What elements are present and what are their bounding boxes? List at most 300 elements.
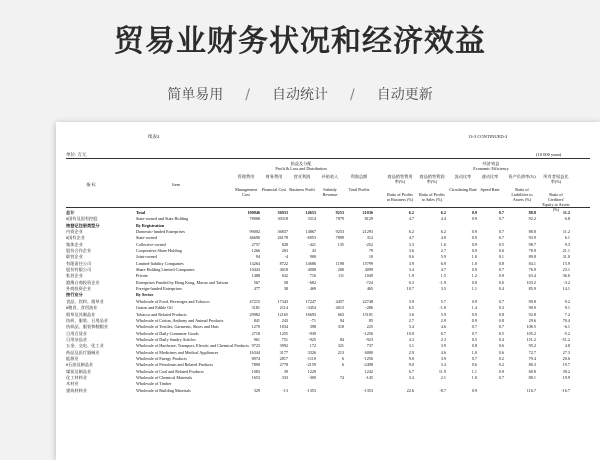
table-cell: 95.2 [528,343,536,349]
table-cell: 3.6 [408,248,414,254]
table-cell: 1.0 [471,349,477,355]
table-cell: 0.7 [471,324,477,330]
table-cell: 243 [281,317,288,323]
column-header: 营业利润 Business Profit [289,174,315,192]
table-cell: 1266 [251,248,260,254]
table-cell: 0.4 [498,336,504,342]
row-label-en: Wholesale of Textiles, Garments, Shoes and Hats [136,324,219,330]
table-cell: 60.8 [528,368,536,374]
table-cell: 4.9 [440,235,446,241]
table-cell: 3.9 [440,343,446,349]
table-cell: 0.6 [498,248,504,254]
table-cell: 4457 [335,298,344,304]
table-cell: 14264 [249,260,260,266]
table-cell: 6.9 [440,260,446,266]
table-cell: 17343 [277,298,288,304]
table-cell: 8722 [279,260,288,266]
table-cell: 80.3 [528,362,536,368]
column-header: 管理费用 Management Cost [235,174,257,197]
table-cell: 828 [281,241,288,247]
table-cell: 20.6 [562,355,570,361]
top-rule [66,158,590,159]
row-label-cn: 食品、饮料、烟草业 [66,298,104,304]
table-cell: 100846 [247,210,260,215]
table-cell: 94 [255,254,260,260]
row-label-en: Wholesale of Timber [136,381,172,387]
table-cell: 21036 [362,210,373,215]
table-cell: 11.2 [562,210,570,215]
row-label-cn: #石油及制品业 [66,362,94,368]
table-cell: 1653 [251,374,260,380]
table-cell: -682 [308,279,316,285]
table-cell: 2114 [279,305,288,311]
table-cell: 9.0 [408,355,414,361]
table-cell: 4.8 [564,343,570,349]
table-cell: 2.7 [440,248,446,254]
tag-easy: 简单易用 [167,87,224,103]
table-cell: 0.6 [498,279,504,285]
table-cell: 2.1 [440,374,446,380]
table-cell: 6.1 [564,235,570,241]
table-cell: 0.7 [498,216,504,222]
table-cell: 0.9 [471,317,477,323]
table-cell: 4008 [307,267,316,273]
table-cell: 4.6 [440,324,446,330]
column-header: 流动比率 Circulating Rate [449,174,477,192]
table-cell: 16344 [249,349,260,355]
table-cell: 26178 [277,235,288,241]
header-rule [66,207,590,208]
table-cell: 116.7 [526,387,536,393]
row-label-en: Wholesale of Energy Products [136,355,187,361]
table-cell: 1049 [364,273,373,279]
row-label-en: Enterprises Funded by Hong Kong, Macao and Taiwan [136,279,229,285]
table-cell: 0.9 [498,273,504,279]
table-cell: 1255 [279,330,288,336]
row-label-en: State-owned [136,235,157,241]
row-label-cn: 纺织、服装、日用品业 [66,317,108,323]
table-cell: 106.5 [526,324,536,330]
row-label-en: Tobacco and Related Products [136,311,187,317]
table-cell: -2498 [363,362,373,368]
table-cell: 213 [337,349,344,355]
table-cell: 3.9 [408,298,414,304]
table-cell: 43 [311,248,316,254]
table-cell: 333 [281,374,288,380]
table-cell: 0.7 [440,330,446,336]
group2-header: 经济效益 Economic Efficiency [473,161,509,171]
table-cell: 4.7 [440,267,446,273]
item-header-en: Item [172,182,180,187]
row-label-en: Wholesale of Coal and Related Products [136,368,204,374]
row-label-cn: 股份有限公司 [66,267,92,273]
table-cell: -1110 [306,355,316,361]
table-cell: -3.2 [563,279,570,285]
row-label-cn: 药品及医疗器械业 [66,349,100,355]
table-cell: 3.5 [440,286,446,292]
table-cell: 21293 [362,229,373,235]
row-label-en: Wholesale of Daily Sundry Articles [136,336,196,342]
table-cell: 4.3 [408,336,414,342]
table-cell: 3.4 [408,324,414,330]
table-cell: 36837 [277,229,288,235]
column-header: 利润总额 Total Profits [348,174,370,192]
table-cell: -724 [365,279,373,285]
table-id-right: 13-3 CONTINUED-2 [468,134,508,139]
row-label-cn: 建筑材料业 [66,387,87,393]
table-cell: 14686 [305,260,316,266]
table-cell: -8.7 [439,387,446,393]
table-cell: 318 [337,324,344,330]
table-cell: 92.8 [528,311,536,317]
row-label-en: Wholesale of Building Materials [136,387,191,393]
table-cell: 841 [253,317,260,323]
table-cell: -4 [284,254,288,260]
table-cell: 10443 [249,267,260,273]
table-cell: 6.5 [408,305,414,311]
row-label-en: Collective-owned [136,241,166,247]
table-cell: 11.2 [562,229,570,235]
table-cell: 3.4 [408,267,414,273]
table-cell: 0.3 [498,305,504,311]
table-cell: 1198 [335,260,344,266]
table-cell: 47215 [249,298,260,304]
table-cell: 3.6 [408,311,414,317]
table-cell: 0.8 [471,343,477,349]
table-cell: 3.9 [408,260,414,266]
table-cell: 1.5 [440,273,446,279]
tag-separator: / [350,87,355,103]
table-cell: 1.0 [471,374,477,380]
table-cell: 0.5 [471,336,477,342]
table-cell: 5.9 [440,254,446,260]
table-cell: 0.7 [498,324,504,330]
row-label-en: State-owned and State Holding [136,216,189,222]
table-cell: 8974 [251,355,260,361]
table-cell: 0.9 [471,241,477,247]
table-cell: 0.7 [498,267,504,273]
row-label-cn: 私营企业 [66,273,83,279]
table-cell: 1242 [364,368,373,374]
table-cell: 0.7 [498,298,504,304]
table-cell: 1.1 [471,368,477,374]
table-cell: -1.9 [439,279,446,285]
table-cell: -145 [365,374,373,380]
table-cell: 38 [283,286,288,292]
table-cell: 1229 [307,368,316,374]
tag-auto-update: 自动更新 [376,87,433,103]
table-cell: 135 [337,241,344,247]
table-cell: 31.0 [562,254,570,260]
table-cell: 1083 [251,368,260,374]
table-cell: 961 [253,336,260,342]
column-header: 商品销售利润率(%) Ratio of Profits to Sales (%) [419,174,445,202]
table-cell: 5.9 [440,311,446,317]
table-cell: 105.2 [526,330,536,336]
table-cell: 9253 [335,229,344,235]
table-cell: 94 [339,317,344,323]
row-label-cn: 外商投资企业 [66,286,92,292]
table-cell: 263 [281,248,288,254]
table-cell: 17247 [305,298,316,304]
table-cell: -421 [308,241,316,247]
table-cell: 0.9 [471,311,477,317]
row-label-en: Share Holding Limited Companies [136,267,195,273]
row-label-cn: 纺织品、服装和鞋帽业 [66,324,108,330]
table-cell: 9.2 [564,298,570,304]
table-cell: 15101 [362,311,373,317]
table-cell: 4099 [364,267,373,273]
row-label-cn: 港澳台商投资企业 [66,279,100,285]
column-header: 补贴收入 Subsidy Revenue [321,174,339,197]
table-cell: 4013 [335,305,344,311]
row-label-cn: 内资企业 [66,229,83,235]
table-cell: 0.8 [498,311,504,317]
row-label-cn: 化工材料业 [66,374,87,380]
tag-auto-stats: 自动统计 [272,87,328,103]
table-cell: 10.7 [406,286,414,292]
row-label-cn: 烟草及其制品业 [66,311,96,317]
row-label-cn: 木材业 [66,381,79,387]
table-cell: -252 [365,241,373,247]
table-cell: 103.2 [526,279,536,285]
group1-header: 损益及分配 Profit & Loss and Distribution [275,161,327,171]
table-cell: 76.9 [528,267,536,273]
row-label-cn: 股份合作企业 [66,248,92,254]
table-cell: 0.9 [471,267,477,273]
table-cell: 19.7 [562,362,570,368]
table-cell: 9253 [335,210,344,215]
table-cell: 9.1 [564,305,570,311]
table-cell: 0.4 [498,286,504,292]
row-label-en: Foreign-funded Enterprises [136,286,182,292]
table-cell: 23.1 [562,267,570,273]
table-cell: 0.7 [498,229,504,235]
table-cell: 1.0 [471,260,477,266]
unit-label-left: 单位: 万元 [66,152,87,157]
table-cell: 0.9 [471,248,477,254]
table-cell: 88.8 [528,210,536,215]
table-cell: -51.2 [561,336,570,342]
table-cell: -6.1 [563,324,570,330]
table-cell: 22.6 [406,387,414,393]
table-cell: 1.0 [471,254,477,260]
table-cell: 21.1 [562,248,570,254]
table-cell: 151.2 [526,336,536,342]
table-cell: 0.6 [408,254,414,260]
table-cell: 10.0 [406,330,414,336]
column-header: 财务费用 Financial Cost [261,174,287,192]
table-cell: 0.2 [498,362,504,368]
table-cell: 0.8 [498,317,504,323]
row-label-en: Wholesale of Medicines and Medical Appliances [136,349,219,355]
row-label-en: Wholesale of Petroleum and Related Products [136,362,214,368]
table-cell: 6 [341,362,344,368]
table-cell: 36933 [277,210,288,215]
table-cell: 2718 [251,330,260,336]
table-cell: -300 [308,374,316,380]
table-cell: 7879 [335,216,344,222]
table-cell: 0.9 [471,387,477,393]
table-cell: 10 [368,254,373,260]
row-label-cn: 五金、交电、化工业 [66,343,104,349]
row-label-cn: 有限责任公司 [66,260,92,266]
column-header: 所有者权益比率(%) Ratio of Creditors' Equity to Assets (%) [542,174,570,212]
table-cell: -925 [308,336,316,342]
item-header-cn: 指 标 [86,182,96,187]
table-cell: 1.6 [440,241,446,247]
table-cell: 0.2 [498,355,504,361]
table-cell: 46690 [249,235,260,241]
table-cell: 27.3 [562,349,570,355]
table-cell: 1270 [251,324,260,330]
table-cell: 99002 [249,229,260,235]
table-cell: 4018 [279,267,288,273]
table-cell: 1.1 [471,286,477,292]
table-cell: 3.9 [440,355,446,361]
data-rows [66,210,590,394]
table-cell: 0.9 [471,298,477,304]
row-label-cn: #国有企业 [66,235,85,241]
table-cell: 737 [366,343,373,349]
row-label-cn: #粮食、食用油业 [66,305,98,311]
row-label-en: Wholesale of Chemical Materials [136,374,193,380]
table-cell: 89.8 [528,254,536,260]
row-label-en: Cooperative Share Holding [136,248,182,254]
table-cell: 900 [309,254,316,260]
table-cell: 63.4 [528,273,536,279]
table-cell: 2778 [279,362,288,368]
table-cell: 111 [338,273,344,279]
table-cell: 90.9 [528,305,536,311]
table-cell: 0.7 [498,235,504,241]
table-cell: 36.6 [562,273,570,279]
table-cell: 84 [339,336,344,342]
table-cell: 0.8 [471,279,477,285]
table-cell: 29982 [249,311,260,317]
table-cell: 14867 [305,229,316,235]
table-cell: 16693 [305,311,316,317]
table-cell: 2.9 [440,317,446,323]
table-cell: -16.7 [561,387,570,393]
spreadsheet-preview [56,122,600,460]
table-cell: -2159 [306,362,316,368]
table-cell: -5.2 [563,330,570,336]
table-cell: 12165 [277,311,288,317]
row-label-cn: 按行业分 [66,292,83,298]
table-cell: 2817 [279,355,288,361]
table-cell: 0.5 [498,330,504,336]
table-cell: 6.2 [408,210,414,215]
table-cell: 6.3 [408,279,414,285]
table-cell: 74 [339,374,344,380]
table-cell: 78.9 [528,248,536,254]
table-cell: 14653 [305,210,316,215]
table-cell: 6.2 [408,229,414,235]
table-cell: 14.1 [562,286,570,292]
table-cell: 72.7 [528,349,536,355]
row-label-cn: 日用杂品业 [66,336,87,342]
table-cell: 567 [253,279,260,285]
row-label-en: Grains and Edible Oil [136,305,173,311]
table-cell: 9723 [251,343,260,349]
unit-label-right: (10 000 yuan) [536,152,562,157]
table-cell: 3.4 [408,374,414,380]
table-cell: 29.6 [528,317,536,323]
table-cell: 80.1 [528,374,536,380]
row-label-en: Wholesale of Food, Beverages and Tobacco [136,298,210,304]
table-cell: 663 [337,311,344,317]
table-cell: 79 [368,248,373,254]
table-cell: 477 [253,286,260,292]
table-cell: 7890 [251,362,260,368]
row-label-cn: 总计 [66,210,75,215]
tag-separator: / [245,87,250,103]
row-label-cn: 联营企业 [66,254,83,260]
table-cell: -1353 [363,387,373,393]
table-cell: 0.6 [471,362,477,368]
table-cell: 2.7 [408,317,414,323]
table-cell: 8129 [364,216,373,222]
row-label-en: Wholesale of Cotton, Anthony and Animal Products [136,317,224,323]
table-cell: 321 [337,343,344,349]
table-cell: 2.9 [408,349,414,355]
table-cell: 58 [283,279,288,285]
table-cell: 1.4 [471,305,477,311]
table-cell: 7899 [335,235,344,241]
table-cell: 15.9 [562,260,570,266]
table-cell: 1488 [251,273,260,279]
table-cell: 98.7 [528,241,536,247]
table-cell: 3314 [307,216,316,222]
table-cell: 225 [366,324,373,330]
table-cell: 90.8 [528,298,536,304]
table-cell: 19.9 [562,374,570,380]
row-label-cn: #国有及国有控股 [66,216,98,222]
table-cell: 85 [368,317,373,323]
table-cell: 398 [309,324,316,330]
table-cell: 329 [253,387,260,393]
table-cell: 0.9 [471,235,477,241]
table-cell: 3326 [307,349,316,355]
table-cell: 4.6 [440,349,446,355]
table-cell: 5.7 [440,298,446,304]
table-cell: 172 [309,343,316,349]
table-cell: 2757 [251,241,260,247]
table-cell: -6953 [306,235,316,241]
column-header: 资产负债率(%) Ratio of Liabilities to Assets (%) [508,174,536,202]
table-cell: 9.3 [564,241,570,247]
row-label-cn: 煤炭及制品业 [66,368,92,374]
table-cell: 3.1 [408,343,414,349]
row-label-en: By Sector [136,292,154,298]
table-cell: -13 [282,387,288,393]
row-label-en: Domestic-funded Enterprises [136,229,185,235]
table-cell: 6000 [364,349,373,355]
table-cell: 92.2 [528,216,536,222]
column-header: 速动比率 Speed Rate [480,174,500,192]
table-cell: 70.4 [562,317,570,323]
table-cell: -949 [308,330,316,336]
column-header: 商品销售费用率(%) Ratio of Profits to Business (%) [386,174,414,202]
table-cell: 9.0 [408,362,414,368]
table-cell: 200 [337,267,344,273]
table-cell: 312 [366,235,373,241]
table-cell: 0.5 [498,241,504,247]
table-cell: 6.8 [564,216,570,222]
table-cell: 1034 [279,324,288,330]
table-cell: 3181 [251,305,260,311]
